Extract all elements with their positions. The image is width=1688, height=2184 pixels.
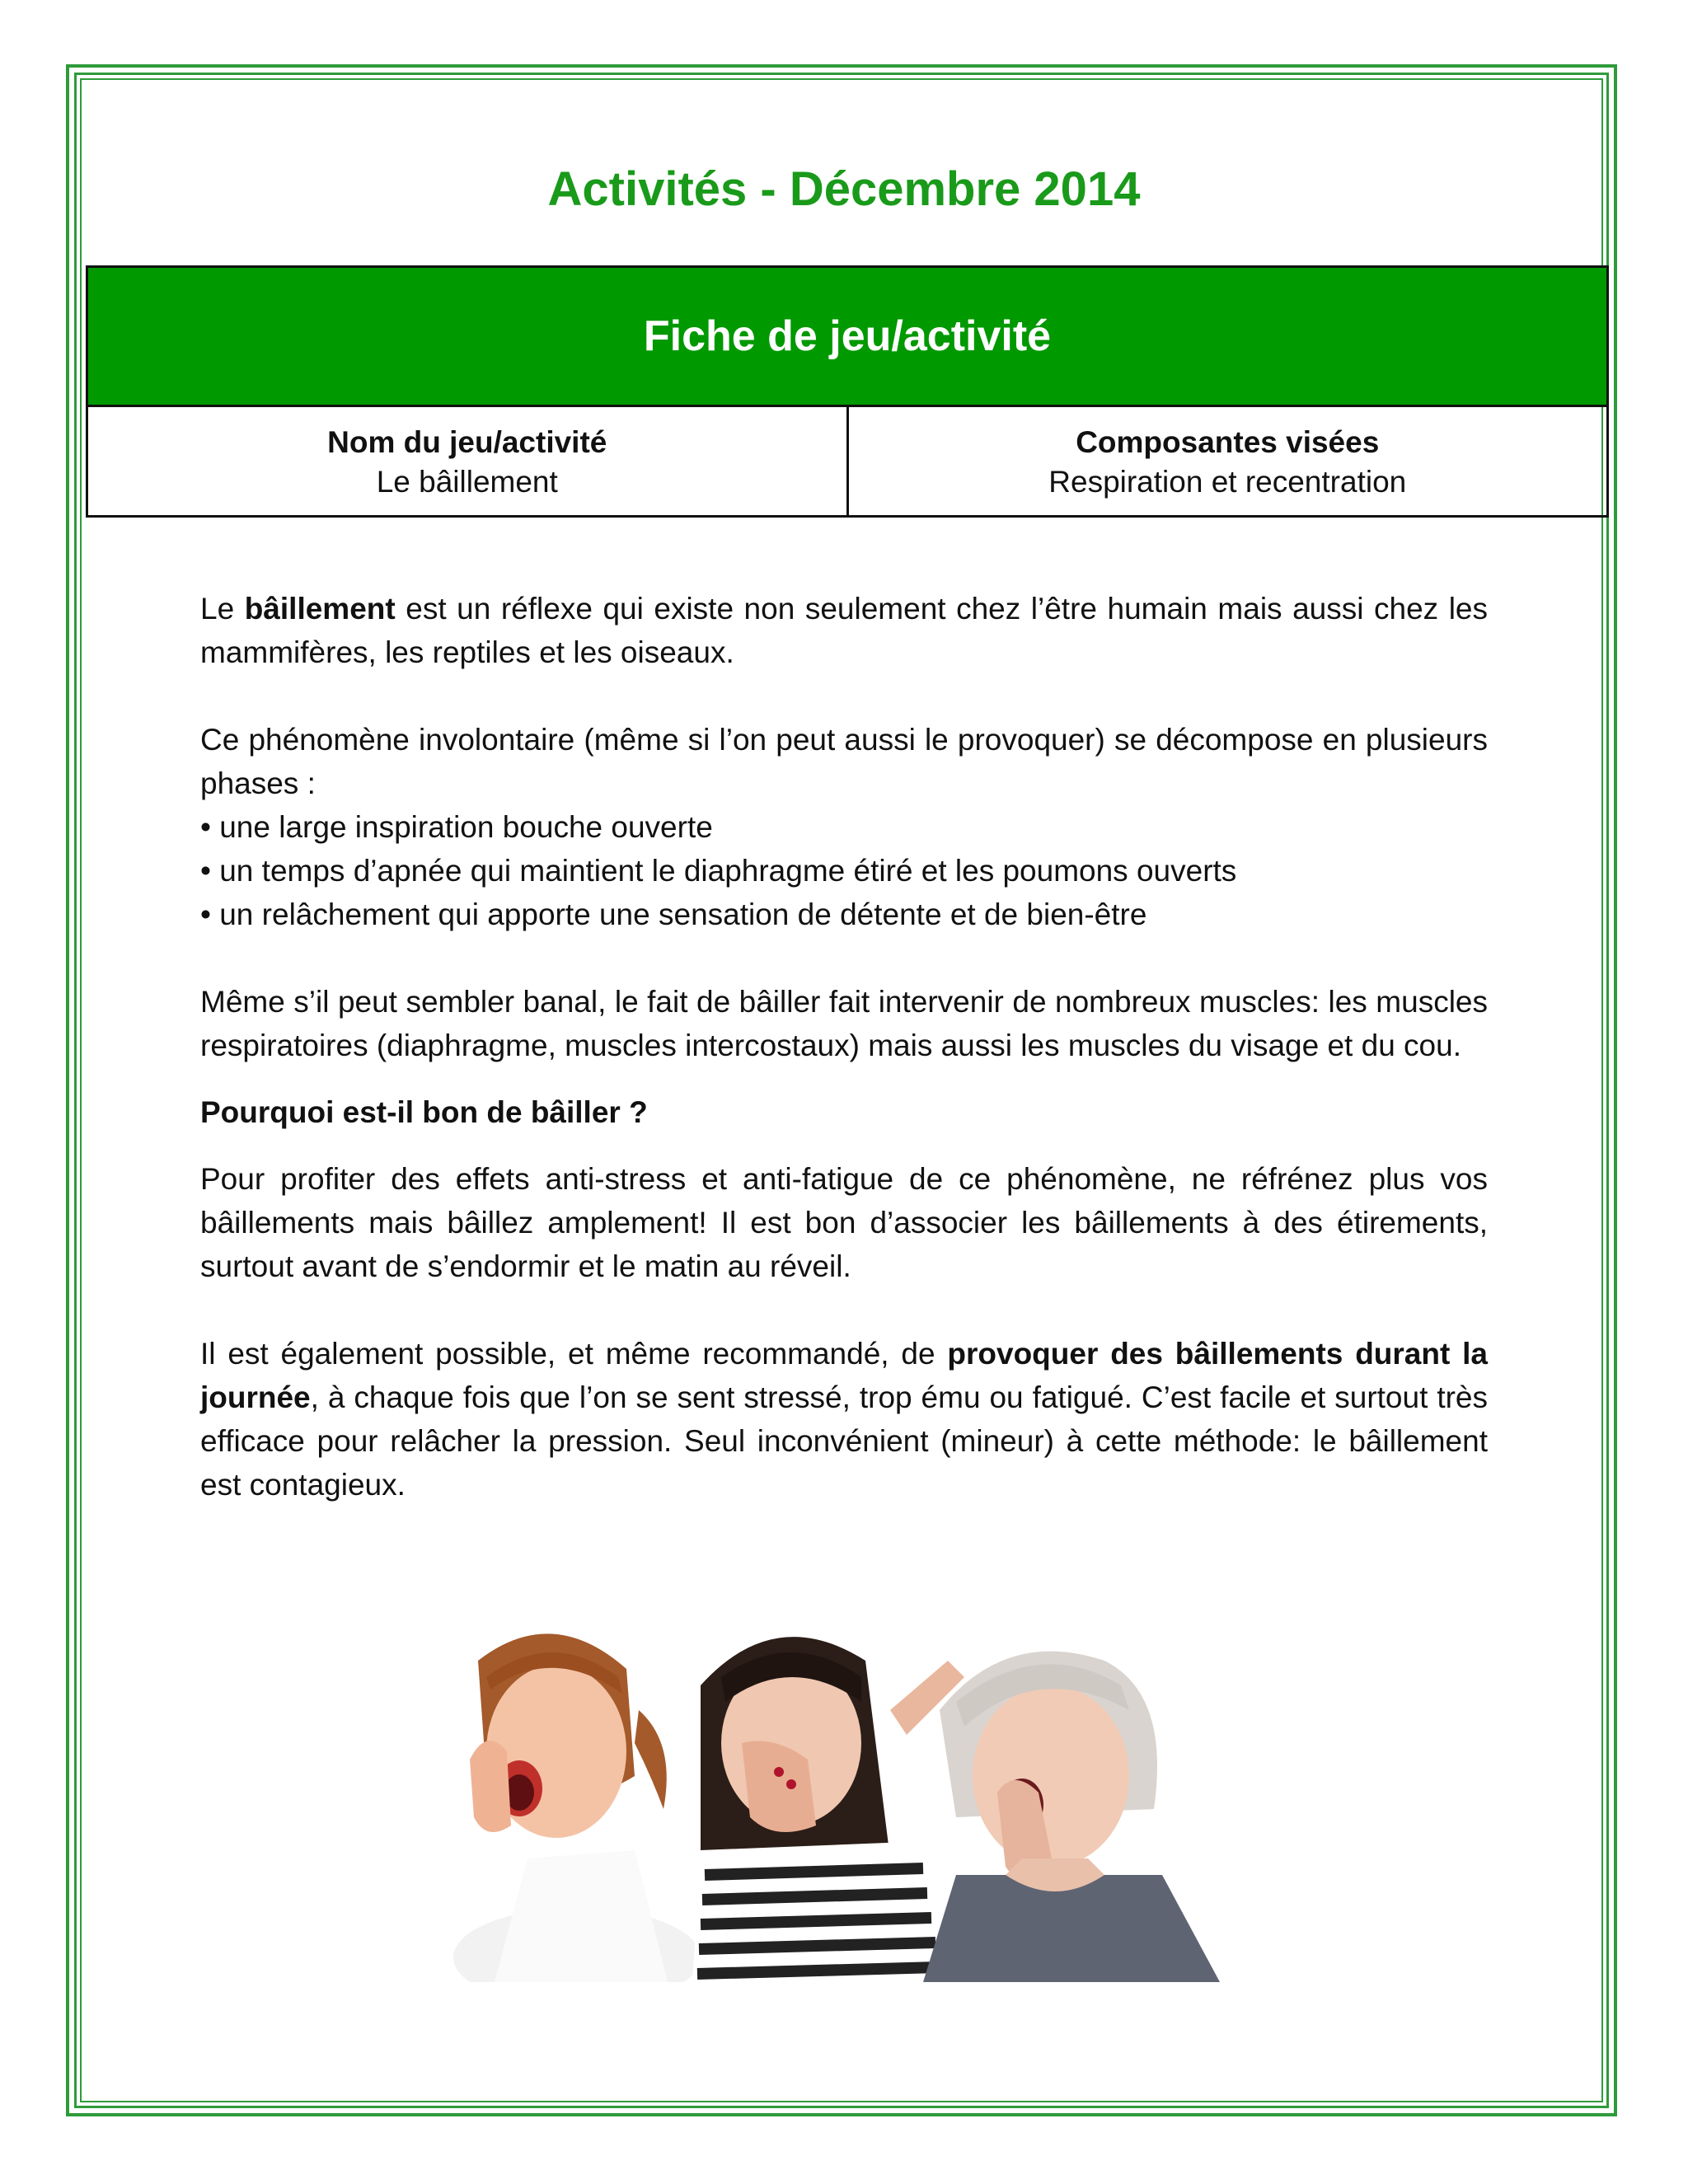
list-item: • un relâchement qui apporte une sensation de détente et de bien-être [200,898,1147,931]
yawning-people-photo [429,1611,1261,1982]
activity-name-label: Nom du jeu/activité [327,425,607,459]
section-heading: Pourquoi est-il bon de bâiller ? [200,1095,648,1129]
woman-figure [692,1637,964,1982]
target-components-label: Composantes visées [1076,425,1380,459]
muscles-paragraph: Même s’il peut sembler banal, le fait de bâiller fait intervenir de nombreux muscles: les muscles respiratoires (diaphragme, muscles intercostaux) mais aussi les muscles du visage et du cou. [200,985,1488,1062]
target-components-cell [846,407,1607,518]
grandmother-figure [923,1652,1220,1982]
recommendation-text-start: Il est également possible, et même recommandé, de [200,1337,948,1371]
sheet-header: Fiche de jeu/activité [88,268,1606,407]
benefits-paragraph: Pour profiter des effets anti-stress et anti-fatigue de ce phénomène, ne réfrénez plus vos bâillements mais bâillez amplement! Il est bon d’associer les bâillements à des étirements, surtout avant de s’endormir et le matin au réveil. [200,1162,1488,1283]
article-body [200,587,1488,1550]
activity-name-cell [88,407,846,518]
activity-sheet-table [86,265,1609,518]
list-item: • un temps d’apnée qui maintient le diaphragme étiré et les poumons ouverts [200,854,1237,888]
recommendation-emphasis: provoquer des bâillements durant la journée [200,1337,1489,1414]
recommendation-text-end: , à chaque fois que l’on se sent stressé, trop ému ou fatigué. C’est facile et surtout très efficace pour relâcher la pression. Seul inconvénient (mineur) à cette méthode: le bâillement est contagieux. [200,1380,1488,1502]
list-item: • une large inspiration bouche ouverte [200,810,713,844]
intro-text-start: Le [200,592,245,626]
phases-intro: Ce phénomène involontaire (même si l’on peut aussi le provoquer) se décompose en plusieurs phases : [200,723,1488,800]
intro-keyword: bâillement [244,592,396,626]
target-components-value: Respiration et recentration [1048,465,1407,499]
phases-list [200,805,1488,936]
recommendation-paragraph [200,1332,1488,1507]
intro-text-end: est un réflexe qui existe non seulement chez l’être humain mais aussi chez les mammifères, les reptiles et les oiseaux. [200,592,1489,669]
sheet-info-row [88,407,1606,518]
page-title: Activités - Décembre 2014 [547,162,1141,216]
intro-paragraph [200,587,1488,674]
activity-name-value: Le bâillement [376,465,558,499]
girl-figure [453,1633,701,1982]
